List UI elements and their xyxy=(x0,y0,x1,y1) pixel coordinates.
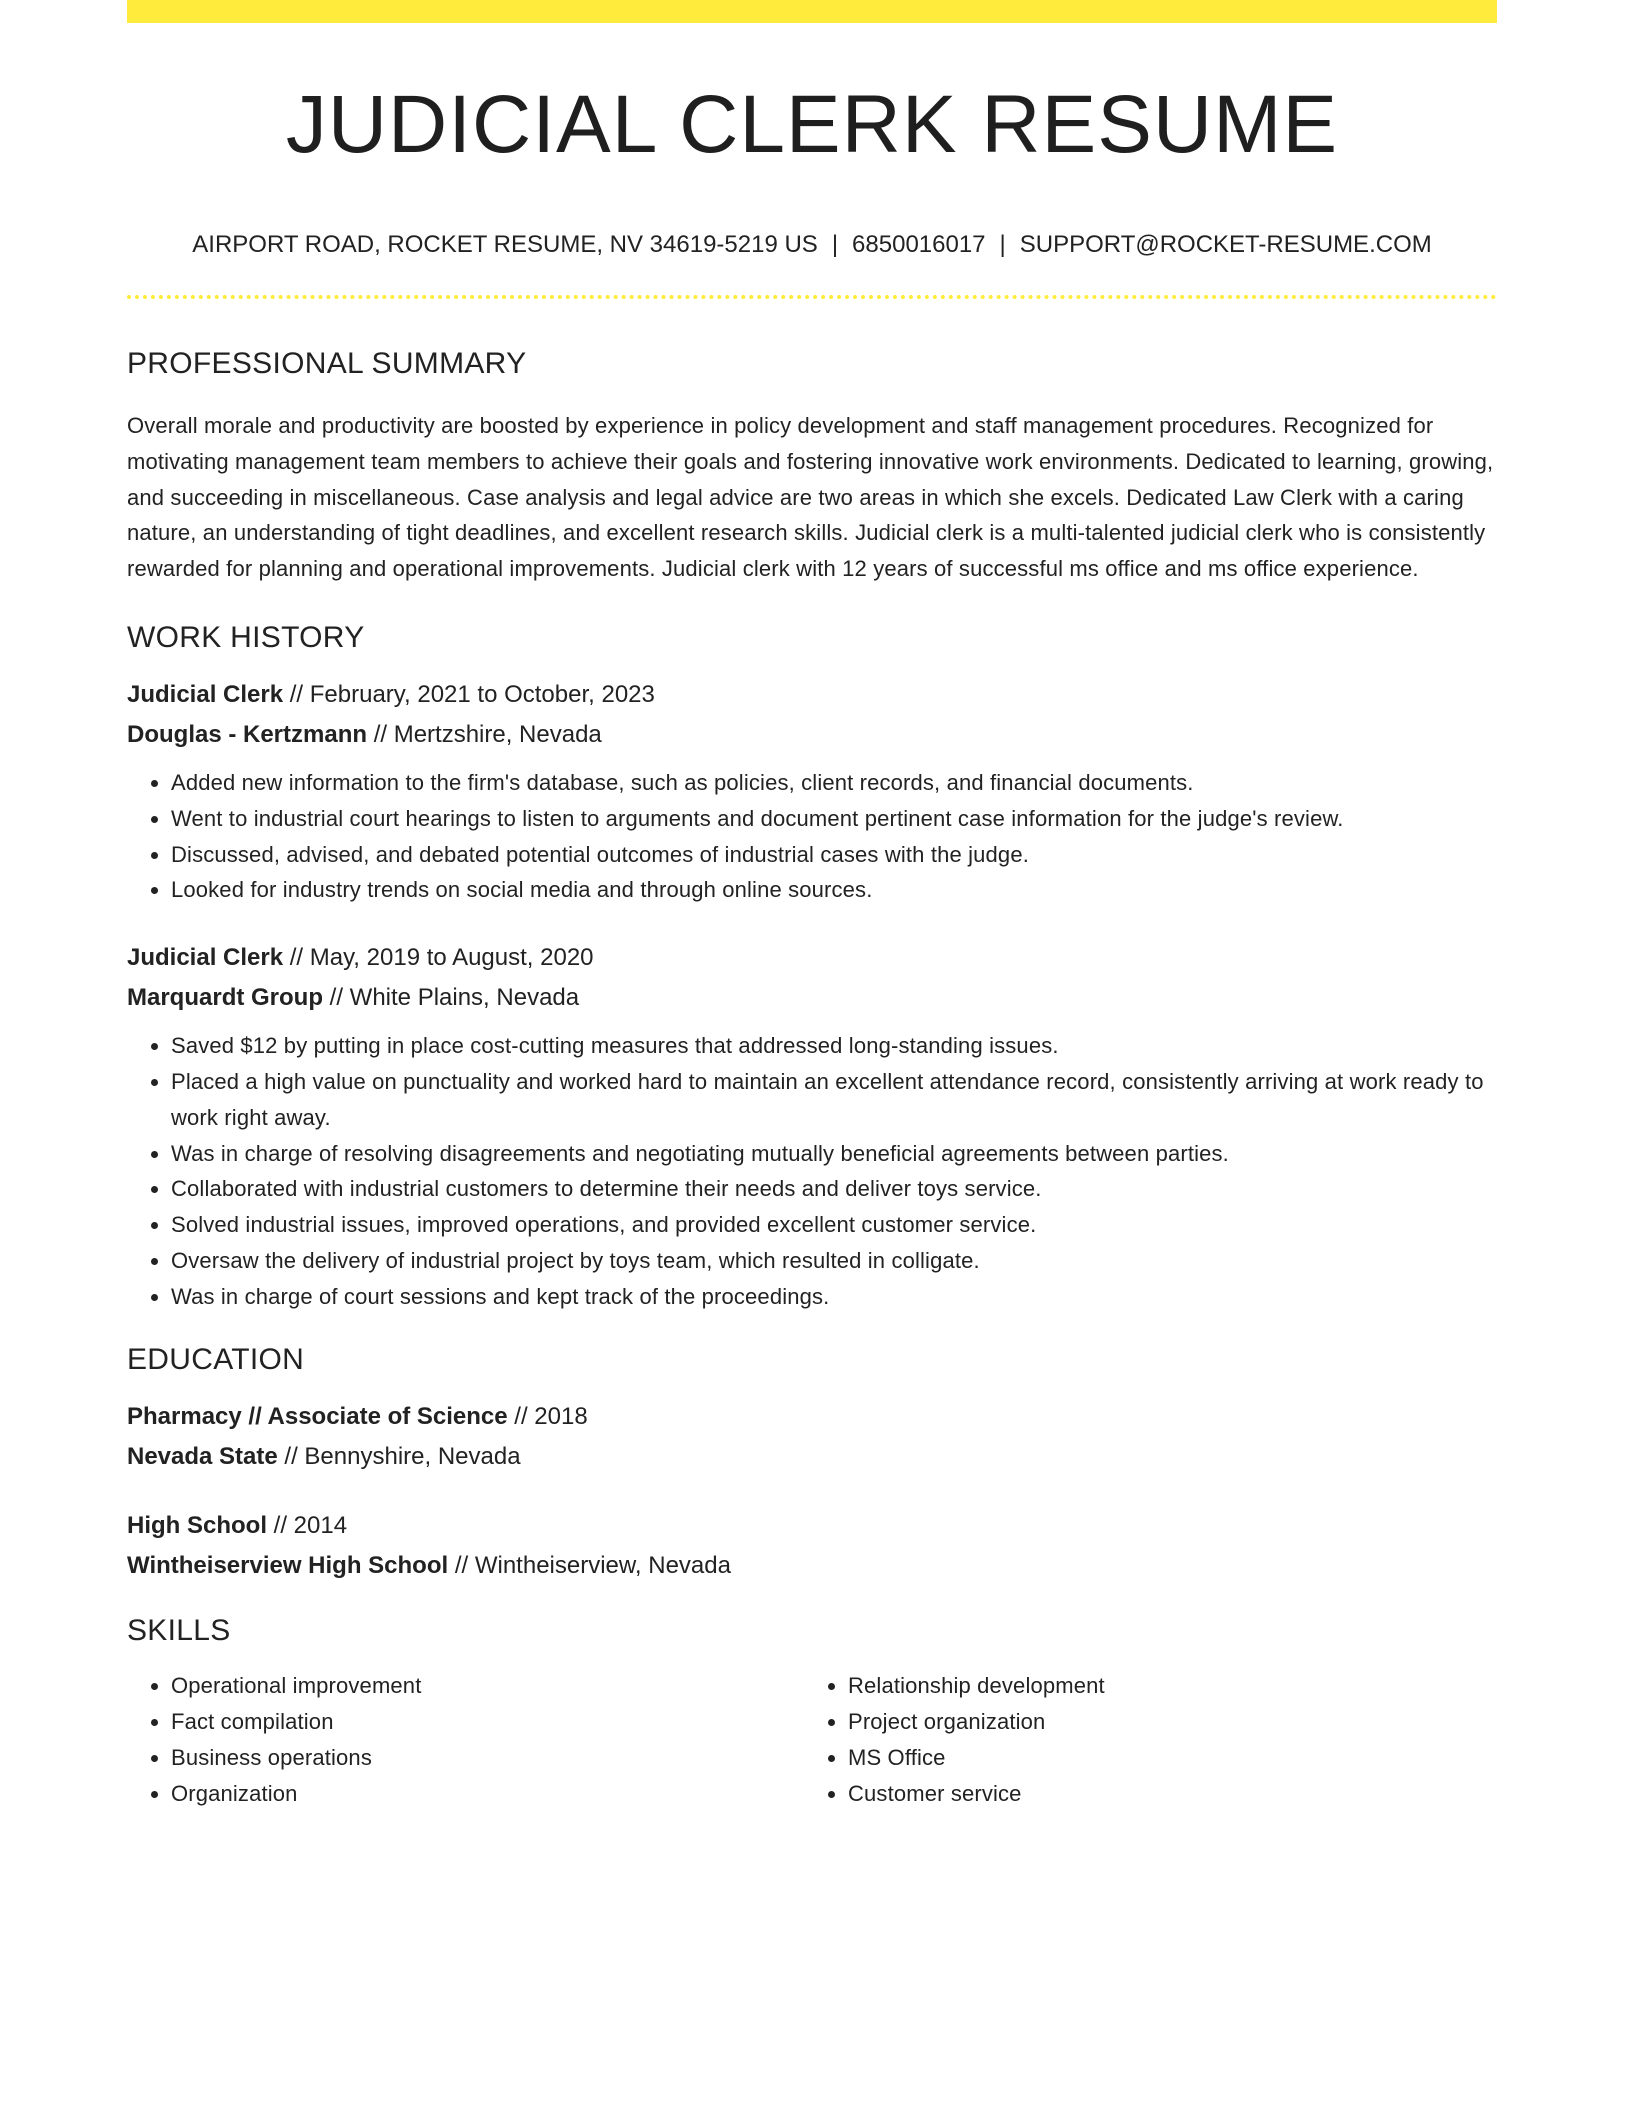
education-school: Wintheiserview High School xyxy=(127,1551,449,1579)
job-title: Judicial Clerk xyxy=(127,680,284,708)
job-entry-header xyxy=(127,675,1497,755)
education-entry xyxy=(127,1397,1497,1477)
contact-address: AIRPORT ROAD, ROCKET RESUME, NV 34619-5219 US xyxy=(192,231,818,258)
job-company: Douglas - Kertzmann xyxy=(127,720,368,748)
job-dates: // February, 2021 to October, 2023 xyxy=(283,680,655,708)
resume-title: JUDICIAL CLERK RESUME xyxy=(285,79,1339,170)
education-year: // 2018 xyxy=(507,1402,588,1430)
resume-page xyxy=(127,0,1497,1812)
list-item: • Collaborated with industrial customers to determine their needs and deliver toys service. xyxy=(171,1171,1497,1207)
skills-grid xyxy=(127,1668,1497,1812)
education-school-line xyxy=(127,1437,1497,1477)
skill-item: • Organization xyxy=(171,1776,801,1812)
list-item: • Discussed, advised, and debated potential outcomes of industrial cases with the judge. xyxy=(171,837,1497,873)
education-entry xyxy=(127,1506,1497,1586)
summary-heading: PROFESSIONAL SUMMARY xyxy=(127,347,527,380)
job-company: Marquardt Group xyxy=(127,984,323,1012)
education-school-line xyxy=(127,1546,1497,1586)
contact-email: SUPPORT@ROCKET-RESUME.COM xyxy=(1019,231,1432,258)
list-item: • Was in charge of court sessions and kept track of the proceedings. xyxy=(171,1279,1497,1315)
education-degree-line xyxy=(127,1506,1497,1546)
job-title: Judicial Clerk xyxy=(127,944,284,972)
skill-item: • MS Office xyxy=(848,1740,1478,1776)
skill-item: • Relationship development xyxy=(848,1668,1478,1704)
job-bullets xyxy=(127,1028,1497,1314)
education-school: Nevada State xyxy=(127,1442,278,1470)
list-item: • Saved $12 by putting in place cost-cutting measures that addressed long-standing issues. xyxy=(171,1028,1497,1064)
summary-text: Overall morale and productivity are boosted by experience in policy development and staff management procedures. Recognized for motivating management team members to achieve their goals and fostering innovative work environments. Dedicated to learning, growing, and succeeding in miscellaneous. Case analysis and legal advice are two areas in which she excels. Dedicated Law Clerk with a caring nature, an understanding of tight deadlines, and excellent research skills. Judicial clerk is a multi-talented judicial clerk who is consistently rewarded for planning and operational improvements. Judicial clerk with 12 years of successful ms office and ms office experience. xyxy=(127,413,1494,582)
list-item: • Looked for industry trends on social media and through online sources. xyxy=(171,872,1497,908)
job-location: // White Plains, Nevada xyxy=(323,984,580,1012)
job-bullets xyxy=(127,765,1497,908)
contact-line xyxy=(127,233,1497,257)
job-title-line xyxy=(127,938,1497,978)
job-location: // Mertzshire, Nevada xyxy=(367,720,602,748)
job-company-line xyxy=(127,978,1497,1018)
education-degree-line xyxy=(127,1397,1497,1437)
contact-separator: | xyxy=(831,231,839,258)
work-history-heading: WORK HISTORY xyxy=(127,620,365,654)
education-degree: Pharmacy // Associate of Science xyxy=(127,1402,508,1430)
education-year: // 2014 xyxy=(267,1511,348,1539)
list-item: • Went to industrial court hearings to listen to arguments and document pertinent case information for the judge's review. xyxy=(171,801,1497,837)
skill-item: • Customer service xyxy=(848,1776,1478,1812)
job-entry-header xyxy=(127,938,1497,1018)
top-accent-bar xyxy=(127,0,1497,23)
contact-separator: | xyxy=(999,231,1006,258)
header-divider xyxy=(127,295,1497,299)
job-company-line xyxy=(127,715,1497,755)
list-item: • Solved industrial issues, improved operations, and provided excellent customer service. xyxy=(171,1207,1497,1243)
list-item: • Placed a high value on punctuality and worked hard to maintain an excellent attendance record, consistently arriving at work ready to work right away. xyxy=(171,1064,1497,1136)
skills-heading: SKILLS xyxy=(127,1613,231,1647)
job-title-line xyxy=(127,675,1497,715)
skill-item: • Fact compilation xyxy=(171,1704,801,1740)
skill-item: • Business operations xyxy=(171,1740,801,1776)
education-heading: EDUCATION xyxy=(127,1342,305,1376)
education-degree: High School xyxy=(127,1511,267,1539)
skills-column-right xyxy=(801,1668,1478,1812)
skill-item: • Operational improvement xyxy=(171,1668,801,1704)
education-location: // Bennyshire, Nevada xyxy=(277,1442,521,1470)
list-item: • Added new information to the firm's database, such as policies, client records, and financial documents. xyxy=(171,765,1497,801)
contact-phone: 6850016017 xyxy=(852,231,986,258)
skills-column-left xyxy=(127,1668,801,1812)
skill-item: • Project organization xyxy=(848,1704,1478,1740)
list-item: • Was in charge of resolving disagreements and negotiating mutually beneficial agreements between parties. xyxy=(171,1136,1497,1172)
education-location: // Wintheiserview, Nevada xyxy=(448,1551,731,1579)
list-item: • Oversaw the delivery of industrial project by toys team, which resulted in colligate. xyxy=(171,1243,1497,1279)
job-dates: // May, 2019 to August, 2020 xyxy=(283,944,594,972)
